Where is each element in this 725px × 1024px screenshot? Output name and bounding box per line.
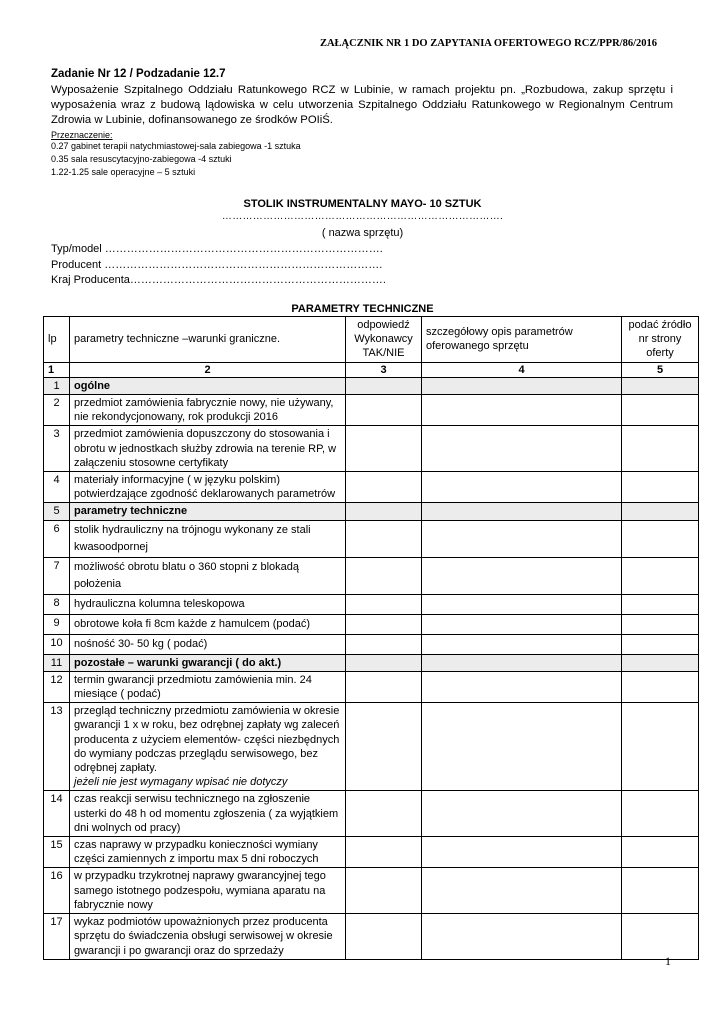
row-lp: 7	[44, 557, 70, 594]
answer-cell[interactable]	[346, 614, 422, 634]
description-cell[interactable]	[422, 395, 622, 426]
answer-cell[interactable]	[346, 503, 422, 520]
equipment-name-caption: ( nazwa sprzętu)	[321, 227, 404, 239]
table-header-row	[44, 317, 699, 363]
description-cell[interactable]	[422, 557, 622, 594]
row-param: przedmiot zamówienia fabrycznie nowy, nie używany, nie rekondycjonowany, rok produkcji 2016	[70, 395, 346, 426]
row-lp: 8	[44, 594, 70, 614]
description-cell[interactable]	[422, 634, 622, 654]
description-cell[interactable]	[422, 914, 622, 960]
table-row	[44, 520, 699, 557]
table-row	[44, 395, 699, 426]
row-lp: 11	[44, 654, 70, 671]
row-param: możliwość obrotu blatu o 360 stopni z blokadą położenia	[70, 557, 346, 594]
answer-cell[interactable]	[346, 426, 422, 472]
table-row	[44, 703, 699, 791]
table-row	[44, 557, 699, 594]
answer-cell[interactable]	[346, 791, 422, 837]
description-cell[interactable]	[422, 377, 622, 394]
section-row	[44, 503, 699, 520]
answer-cell[interactable]	[346, 671, 422, 702]
producent-field: Producent ………………………………………………………………….	[51, 258, 383, 271]
header-zrodlo: podać źródło nr strony oferty	[622, 317, 699, 363]
row-lp: 16	[44, 868, 70, 914]
source-cell[interactable]	[622, 520, 699, 557]
section-row	[44, 654, 699, 671]
description-cell[interactable]	[422, 614, 622, 634]
source-cell[interactable]	[622, 837, 699, 868]
row-lp: 12	[44, 671, 70, 702]
row-lp: 17	[44, 914, 70, 960]
row-param: stolik hydrauliczny na trójnogu wykonany ze stali kwasoodpornej	[70, 520, 346, 557]
page-number: 1	[665, 954, 671, 968]
row-param: przedmiot zamówienia dopuszczony do stosowania i obrotu w jednostkach służby zdrowia na terenie RP, w załączeniu stosowne certyfikaty	[70, 426, 346, 472]
source-cell[interactable]	[622, 594, 699, 614]
parameters-table	[43, 316, 699, 960]
row-param: czas reakcji serwisu technicznego na zgłoszenie usterki do 48 h od momentu zgłoszenia ( za wyjątkiem dni wolnych od pracy)	[70, 791, 346, 837]
row-lp: 10	[44, 634, 70, 654]
column-number: 5	[622, 362, 699, 377]
answer-cell[interactable]	[346, 472, 422, 503]
row-lp: 9	[44, 614, 70, 634]
source-cell[interactable]	[622, 703, 699, 791]
source-cell[interactable]	[622, 868, 699, 914]
answer-cell[interactable]	[346, 377, 422, 394]
przeznaczenie-item: 0.27 gabinet terapii natychmiastowej-sala zabiegowa -1 sztuka	[51, 141, 301, 151]
equipment-name-line: ……………………………………………………………………….	[221, 211, 504, 222]
row-param: wykaz podmiotów upoważnionych przez producenta sprzętu do świadczenia obsługi serwisowej w okresie gwarancji i po gwarancji oraz do sprzedaży	[70, 914, 346, 960]
description-cell[interactable]	[422, 837, 622, 868]
description-cell[interactable]	[422, 472, 622, 503]
table-row	[44, 594, 699, 614]
description-cell[interactable]	[422, 503, 622, 520]
answer-cell[interactable]	[346, 395, 422, 426]
row-param-note: jeżeli nie jest wymagany wpisać nie dotyczy	[74, 776, 288, 789]
row-param: materiały informacyjne ( w języku polskim) potwierdzające zgodność deklarowanych parametrów	[70, 472, 346, 503]
answer-cell[interactable]	[346, 520, 422, 557]
row-param: czas naprawy w przypadku konieczności wymiany części zamiennych z importu max 5 dni roboczych	[70, 837, 346, 868]
answer-cell[interactable]	[346, 557, 422, 594]
table-row	[44, 426, 699, 472]
row-lp: 5	[44, 503, 70, 520]
column-number: 4	[422, 362, 622, 377]
row-lp: 2	[44, 395, 70, 426]
column-number: 3	[346, 362, 422, 377]
table-row	[44, 868, 699, 914]
description-cell[interactable]	[422, 671, 622, 702]
table-row	[44, 614, 699, 634]
table-row	[44, 472, 699, 503]
przeznaczenie-item: 0.35 sala resuscytacyjno-zabiegowa -4 sztuki	[51, 154, 232, 164]
answer-cell[interactable]	[346, 634, 422, 654]
answer-cell[interactable]	[346, 837, 422, 868]
row-param: hydrauliczna kolumna teleskopowa	[70, 594, 346, 614]
source-cell[interactable]	[622, 426, 699, 472]
row-param: parametry techniczne	[70, 503, 346, 520]
header-lp: lp	[44, 317, 70, 363]
header-param: parametry techniczne –warunki graniczne.	[70, 317, 346, 363]
table-row	[44, 634, 699, 654]
source-cell[interactable]	[622, 914, 699, 960]
row-param: w przypadku trzykrotnej naprawy gwarancyjnej tego samego istotnego podzespołu, wymiana aparatu na fabrycznie nowy	[70, 868, 346, 914]
zadanie-title: Zadanie Nr 12 / Podzadanie 12.7	[51, 68, 226, 80]
row-lp: 6	[44, 520, 70, 557]
params-title: PARAMETRY TECHNICZNE	[291, 303, 434, 315]
intro-section	[51, 68, 673, 179]
answer-cell[interactable]	[346, 868, 422, 914]
row-param: termin gwarancji przedmiotu zamówienia min. 24 miesiące ( podać)	[70, 671, 346, 702]
source-cell[interactable]	[622, 557, 699, 594]
equipment-title: STOLIK INSTRUMENTALNY MAYO- 10 SZTUK	[243, 198, 482, 210]
description-cell[interactable]	[422, 426, 622, 472]
column-number-row	[44, 362, 699, 377]
przeznaczenie-label: Przeznaczenie:	[51, 130, 113, 140]
column-number: 1	[44, 362, 70, 377]
column-number: 2	[70, 362, 346, 377]
table-row	[44, 791, 699, 837]
row-lp: 14	[44, 791, 70, 837]
source-cell[interactable]	[622, 472, 699, 503]
table-row	[44, 914, 699, 960]
source-cell[interactable]	[622, 654, 699, 671]
section-row	[44, 377, 699, 394]
row-lp: 3	[44, 426, 70, 472]
document-header: ZAŁĄCZNIK NR 1 DO ZAPYTANIA OFERTOWEGO RCZ/PPR/86/2016	[319, 38, 657, 49]
description-cell[interactable]	[422, 520, 622, 557]
description-cell[interactable]	[422, 791, 622, 837]
source-cell[interactable]	[622, 377, 699, 394]
table-row	[44, 671, 699, 702]
header-odpowiedz: odpowiedź Wykonawcy TAK/NIE	[346, 317, 422, 363]
row-lp: 15	[44, 837, 70, 868]
source-cell[interactable]	[622, 671, 699, 702]
row-param: ogólne	[70, 377, 346, 394]
answer-cell[interactable]	[346, 914, 422, 960]
row-lp: 1	[44, 377, 70, 394]
description-cell[interactable]	[422, 654, 622, 671]
row-param: obrotowe koła fi 8cm każde z hamulcem (podać)	[70, 614, 346, 634]
answer-cell[interactable]	[346, 594, 422, 614]
source-cell[interactable]	[622, 614, 699, 634]
answer-cell[interactable]	[346, 654, 422, 671]
description-cell[interactable]	[422, 594, 622, 614]
row-param: przegląd techniczny przedmiotu zamówienia w okresie gwarancji 1 x w roku, bez odrębnej zapłaty wg zaleceń producenta z użyciem elementów- części niezbędnych do wymiany podczas przeglądu serwisowego, bez odrębnej zapłaty.	[74, 705, 340, 775]
equipment-fields	[51, 242, 386, 289]
header-opis: szczegółowy opis parametrów oferowanego sprzętu	[422, 317, 622, 363]
table-row	[44, 837, 699, 868]
zadanie-description: Wyposażenie Szpitalnego Oddziału Ratunkowego RCZ w Lubinie, w ramach projektu pn. „Rozbudowa, zakup sprzętu i wyposażenia wraz z budową lądowiska w celu utworzenia Szpitalnego Oddziału Ratunkowego w Regionalnym Centrum Zdrowia w Lubinie, dofinansowanego ze środków POIiŚ.	[51, 84, 673, 126]
answer-cell[interactable]	[346, 703, 422, 791]
source-cell[interactable]	[622, 791, 699, 837]
kraj-producenta-field: Kraj Producenta…………………………………………………………….	[51, 274, 386, 286]
source-cell[interactable]	[622, 395, 699, 426]
source-cell[interactable]	[622, 503, 699, 520]
przeznaczenie-item: 1.22-1.25 sale operacyjne – 5 sztuki	[51, 167, 196, 177]
description-cell[interactable]	[422, 868, 622, 914]
row-param: nośność 30- 50 kg ( podać)	[70, 634, 346, 654]
row-lp: 13	[44, 703, 70, 791]
source-cell[interactable]	[622, 634, 699, 654]
description-cell[interactable]	[422, 703, 622, 791]
row-lp: 4	[44, 472, 70, 503]
row-param-cell	[70, 703, 346, 791]
row-param: pozostałe – warunki gwarancji ( do akt.)	[70, 654, 346, 671]
typ-model-field: Typ/model ………………………………………………………………….	[51, 243, 383, 255]
